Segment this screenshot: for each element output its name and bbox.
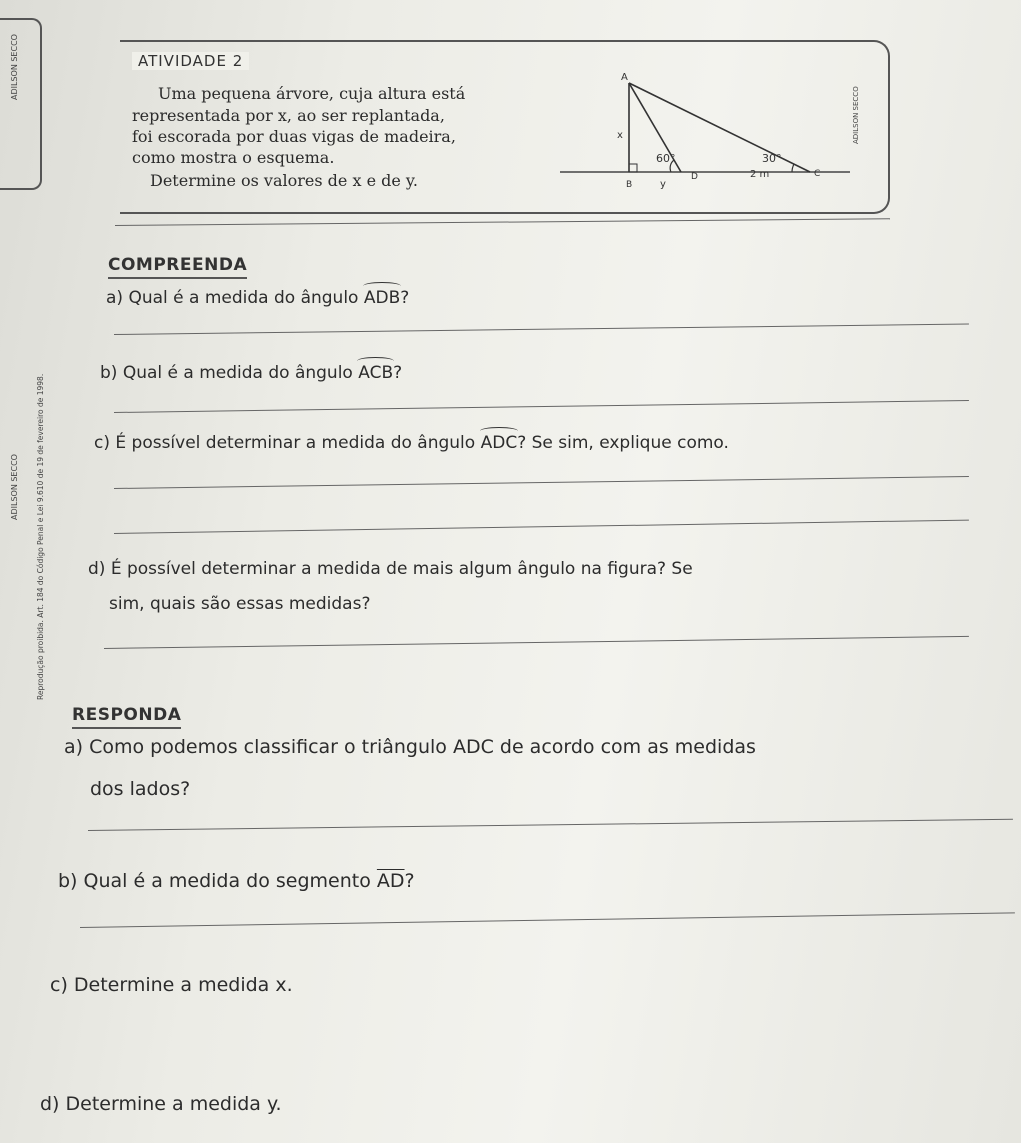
question-c-suffix: ? Se sim, explique como. [517, 433, 729, 453]
compreenda-question-d-line2: sim, quais são essas medidas? [109, 594, 371, 614]
task-text: Determine os valores de x e de y. [150, 171, 418, 190]
compreenda-heading: COMPREENDA [108, 255, 247, 279]
intro-line-2: representada por x, ao ser replantada, [132, 106, 445, 125]
answer-line-c1[interactable] [114, 476, 969, 489]
compreenda-question-a [106, 288, 409, 308]
right-angle-mark [629, 164, 637, 172]
intro-line-3: foi escorada por duas vigas de madeira, [132, 127, 456, 146]
angle-ADC: ADC [480, 433, 518, 453]
photo-credit-mid: ADILSON SECCO [10, 454, 19, 520]
label-D: D [691, 172, 698, 182]
angle-ADB: ADB [363, 288, 401, 308]
law-notice: Reprodução proibida. Art. 184 do Código Penal e Lei 9.610 de 19 de fevereiro de 1998. [36, 373, 45, 700]
photo-credit-top: ADILSON SECCO [10, 34, 19, 100]
compreenda-question-d-line1: d) É possível determinar a medida de mais algum ângulo na figura? Se [88, 559, 693, 579]
responda-heading: RESPONDA [72, 705, 181, 729]
question-a-text: a) Qual é a medida do ângulo [106, 288, 364, 308]
question-c-text: c) É possível determinar a medida do ângulo [94, 433, 481, 453]
label-A: A [621, 72, 628, 83]
responda-b-text: b) Qual é a medida do segmento [58, 870, 377, 892]
label-B: B [626, 180, 633, 190]
question-b-text: b) Qual é a medida do ângulo [100, 363, 359, 383]
previous-page-edge [0, 18, 42, 190]
label-angle-C: 30° [762, 152, 782, 165]
answer-line-a[interactable] [114, 324, 969, 335]
label-angle-D: 60° [656, 152, 676, 165]
answer-line-c2[interactable] [114, 520, 969, 534]
intro-line-4: como mostra o esquema. [132, 148, 335, 167]
diagram-credit: ADILSON SECCO [852, 86, 860, 144]
label-x: x [617, 130, 623, 141]
angle-C-arc [792, 164, 794, 172]
answer-line-ra[interactable] [88, 819, 1013, 831]
label-DC-length: 2 m [750, 169, 770, 180]
compreenda-question-c [94, 433, 729, 453]
responda-question-c: c) Determine a medida x. [50, 974, 293, 996]
answer-line-rb[interactable] [80, 912, 1015, 928]
question-a-suffix: ? [400, 288, 410, 308]
responda-b-suffix: ? [404, 870, 415, 892]
responda-question-d: d) Determine a medida y. [40, 1093, 282, 1115]
compreenda-question-b [100, 363, 402, 383]
tree-diagram [560, 66, 860, 196]
segment-AD-label: $\overline{AD}$ [376, 870, 405, 892]
responda-question-a-line1: a) Como podemos classificar o triângulo ADC de acordo com as medidas [64, 736, 756, 758]
label-y: y [660, 179, 666, 190]
intro-line-1: Uma pequena árvore, cuja altura está [158, 84, 466, 103]
responda-question-a-line2: dos lados? [90, 778, 191, 800]
answer-line-d[interactable] [104, 636, 969, 649]
label-C: C [814, 169, 821, 179]
responda-question-b [58, 870, 415, 892]
angle-ACB: ACB [358, 363, 394, 383]
answer-line-b[interactable] [114, 400, 969, 413]
question-b-suffix: ? [393, 363, 403, 383]
divider-line [115, 218, 890, 226]
activity-title: ATIVIDADE 2 [132, 52, 249, 70]
